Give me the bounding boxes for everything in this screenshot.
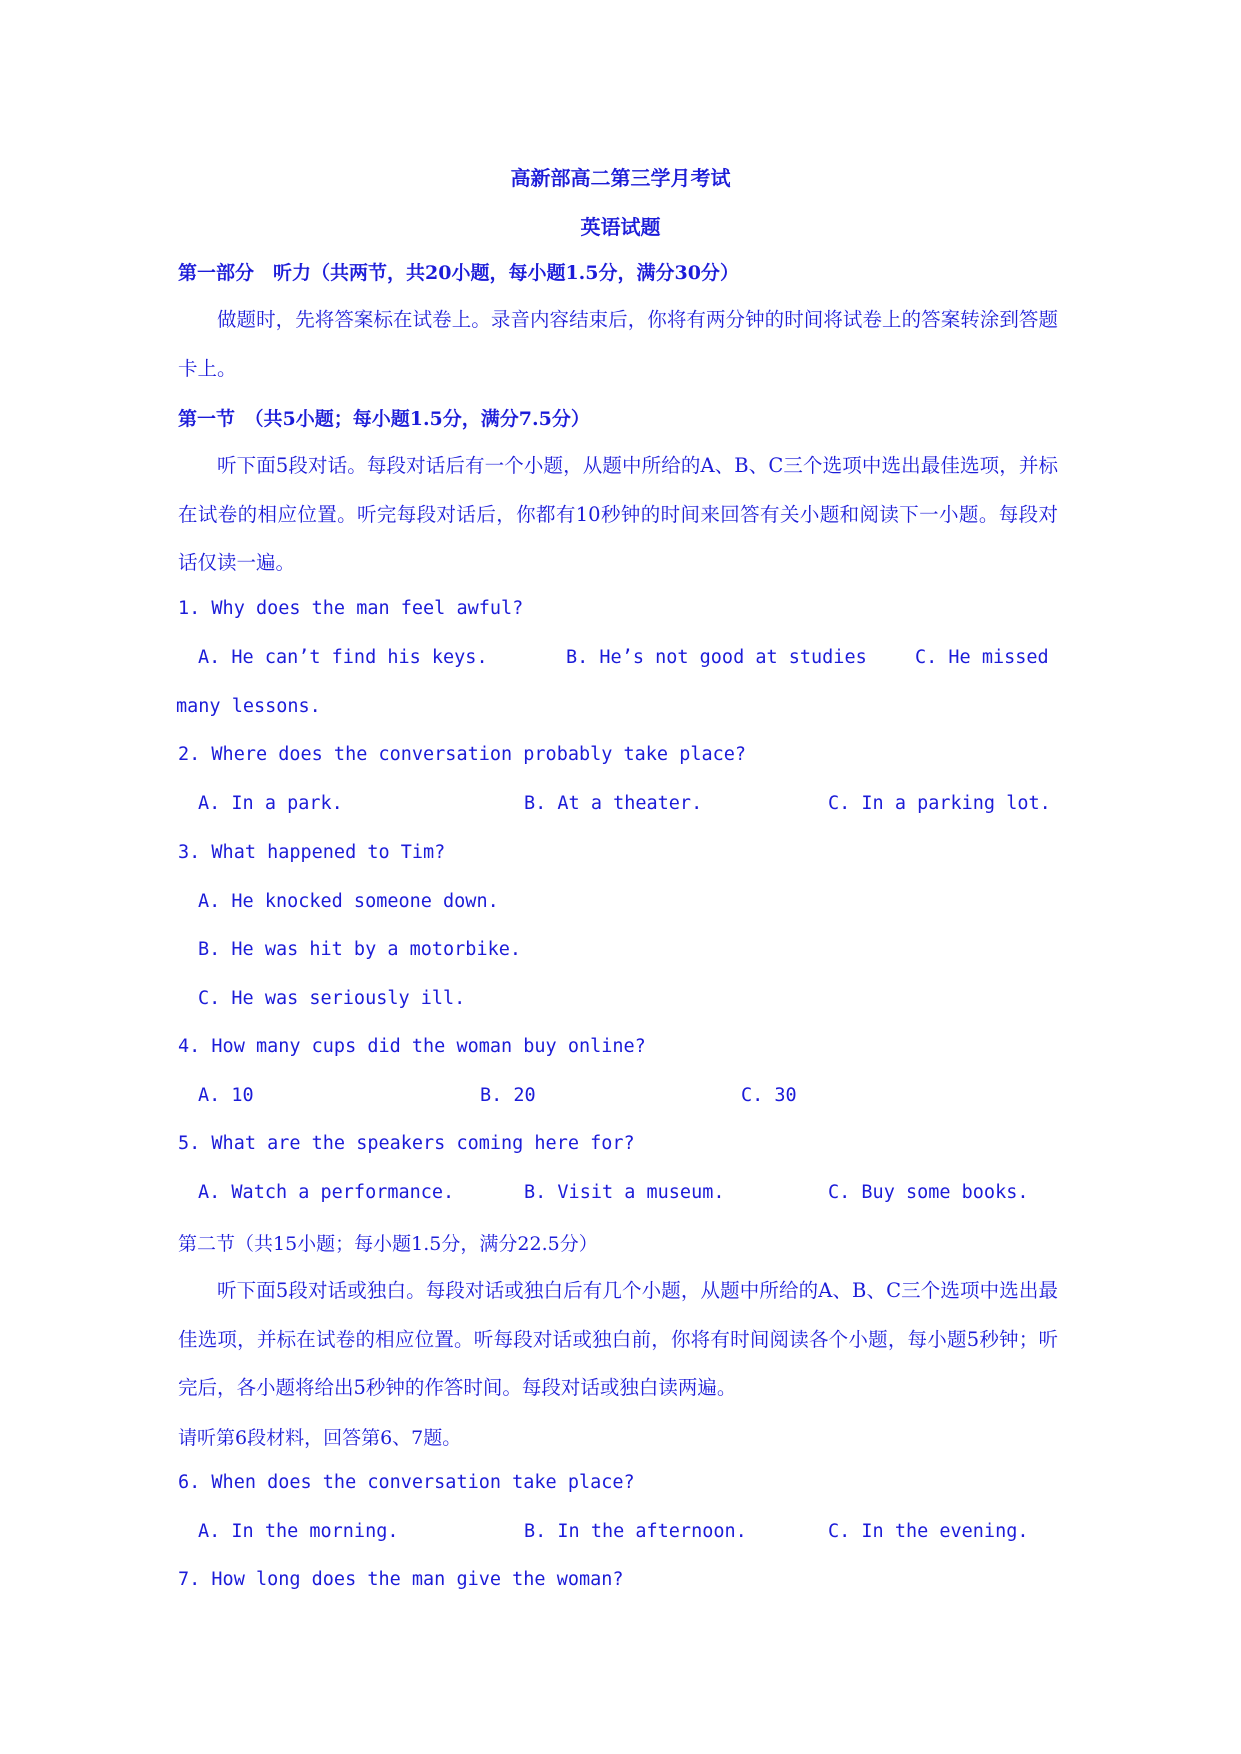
question-2: 2. Where does the conversation probably take place? [178, 744, 747, 765]
question-5: 5. What are the speakers coming here for? [178, 1133, 635, 1154]
q1-option-b: B. He’s not good at studies [566, 647, 867, 668]
q3-option-b: B. He was hit by a motorbike. [198, 939, 522, 960]
q5-option-c: C. Buy some books. [828, 1182, 1029, 1203]
q2-option-b: B. At a theater. [524, 793, 703, 814]
q2-option-c: C. In a parking lot. [828, 793, 1051, 814]
q6-option-c: C. In the evening. [828, 1521, 1029, 1542]
question-6: 6. When does the conversation take place? [178, 1472, 635, 1493]
q1-option-a: A. He can’t find his keys. [198, 647, 488, 668]
q1-option-c: C. He missed [915, 647, 1049, 668]
section1-instruction: 听下面5段对话。每段对话后有一个小题，从题中所给的A、B、C三个选项中选出最佳选项，并标在试卷的相应位置。听完每段对话后，你都有10秒钟的时间来回答有关小题和阅读下一小题。每段对话仅读一遍。 [178, 454, 1058, 574]
part1-instruction: 做题时，先将答案标在试卷上。录音内容结束后，你将有两分钟的时间将试卷上的答案转涂到答题卡上。 [178, 308, 1058, 380]
q5-option-b: B. Visit a museum. [524, 1182, 725, 1203]
q1-option-c-continued: many lessons. [176, 696, 321, 717]
question-4: 4. How many cups did the woman buy online? [178, 1036, 646, 1057]
q4-option-a: A. 10 [198, 1085, 254, 1106]
q4-option-c: C. 30 [741, 1085, 797, 1106]
q5-option-a: A. Watch a performance. [198, 1182, 455, 1203]
q2-option-a: A. In a park. [198, 793, 343, 814]
q6-option-b: B. In the afternoon. [524, 1521, 747, 1542]
section2-instruction: 听下面5段对话或独白。每段对话或独白后有几个小题，从题中所给的A、B、C三个选项中选出最佳选项，并标在试卷的相应位置。听每段对话或独白前，你将有时间阅读各个小题，每小题5秒钟；听完后，各小题将给出5秒钟的作答时间。每段对话或独白读两遍。 [178, 1279, 1058, 1399]
section2-note: 请听第6段材料，回答第6、7题。 [178, 1427, 462, 1449]
question-3: 3. What happened to Tim? [178, 842, 446, 863]
section1-heading: 第一节 （共5小题；每小题1.5分，满分7.5分） [178, 408, 590, 430]
question-1: 1. Why does the man feel awful? [178, 598, 524, 619]
q3-option-c: C. He was seriously ill. [198, 988, 466, 1009]
question-7: 7. How long does the man give the woman? [178, 1569, 624, 1590]
q6-option-a: A. In the morning. [198, 1521, 399, 1542]
exam-title: 高新部高二第三学月考试 [510, 166, 731, 190]
part1-heading: 第一部分 听力（共两节，共20小题，每小题1.5分，满分30分） [178, 262, 739, 284]
q4-option-b: B. 20 [480, 1085, 536, 1106]
q3-option-a: A. He knocked someone down. [198, 891, 499, 912]
section2-heading: 第二节（共15小题；每小题1.5分，满分22.5分） [178, 1233, 598, 1255]
exam-subtitle: 英语试题 [580, 215, 661, 239]
